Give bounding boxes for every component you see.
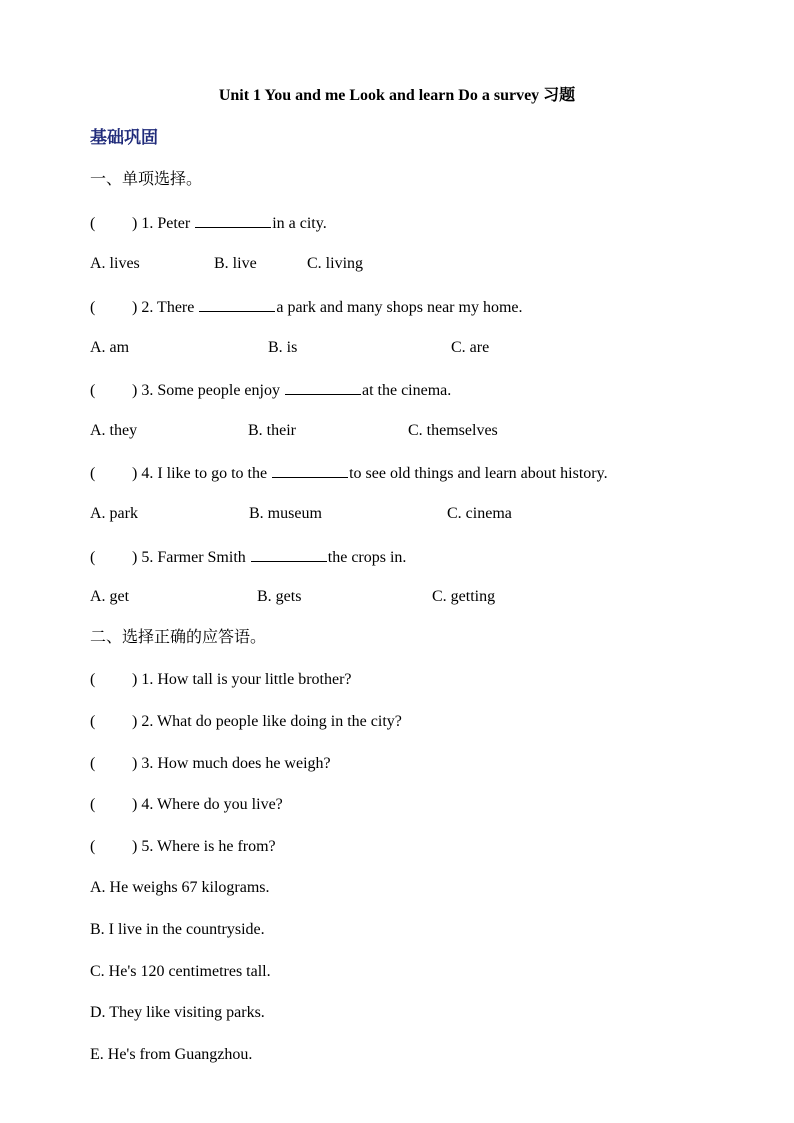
option-b: B. is [268,339,298,356]
answer-option-b: B. I live in the countryside. [90,921,265,938]
option-b: B. live [214,255,257,272]
option-b: B. museum [249,505,322,522]
option-c: C. themselves [408,422,498,439]
question-stem: ) 3. Some people enjoy [132,382,284,399]
answer-paren[interactable]: ( [90,215,96,232]
question-tail: in a city. [272,215,327,232]
question-tail: a park and many shops near my home. [276,299,523,316]
option-b: B. their [248,422,296,439]
part1-question-1 [90,212,327,234]
answer-paren[interactable]: ( [90,549,96,566]
part2-question-5 [90,837,276,857]
answer-option-e: E. He's from Guangzhou. [90,1046,253,1063]
option-c: C. getting [432,588,496,605]
question-text: ) 1. How tall is your little brother? [132,671,352,688]
part1-question-4 [90,462,608,484]
option-c: C. living [307,255,364,272]
part2-question-1 [90,670,352,690]
answer-paren[interactable]: ( [90,713,96,730]
answer-paren[interactable]: ( [90,838,96,855]
option-c: C. cinema [447,505,512,522]
answer-paren[interactable]: ( [90,382,96,399]
part2-question-4 [90,795,283,815]
fill-blank[interactable] [195,212,271,228]
answer-paren[interactable]: ( [90,299,96,316]
answer-option-d: D. They like visiting parks. [90,1004,265,1021]
part2-question-3 [90,754,331,774]
part2-title: 二、选择正确的应答语。 [90,629,267,646]
question-text: ) 4. Where do you live? [132,796,283,813]
question-tail: to see old things and learn about history. [349,465,608,482]
fill-blank[interactable] [285,379,361,395]
question-text: ) 3. How much does he weigh? [132,755,331,772]
question-text: ) 2. What do people like doing in the city? [132,713,402,730]
option-a: A. they [90,422,138,439]
option-a: A. get [90,588,130,605]
answer-paren[interactable]: ( [90,465,96,482]
part1-question-2 [90,296,523,318]
option-a: A. am [90,339,130,356]
part1-question-3 [90,379,451,401]
answer-paren[interactable]: ( [90,671,96,688]
question-stem: ) 1. Peter [132,215,195,232]
option-a: A. park [90,505,138,522]
question-tail: the crops in. [327,549,407,566]
part1-question-5 [90,546,406,568]
answer-paren[interactable]: ( [90,796,96,813]
fill-blank[interactable] [272,462,348,478]
part1-title: 一、单项选择。 [90,171,203,188]
page-title: Unit 1 You and me Look and learn Do a survey 习题 [218,87,576,104]
option-b: B. gets [257,588,302,605]
question-stem: ) 2. There [132,299,199,316]
question-stem: ) 4. I like to go to the [132,465,272,482]
part2-question-2 [90,712,402,732]
fill-blank[interactable] [251,546,327,562]
answer-option-a: A. He weighs 67 kilograms. [90,879,270,896]
answer-paren[interactable]: ( [90,755,96,772]
answer-option-c: C. He's 120 centimetres tall. [90,963,271,980]
question-stem: ) 5. Farmer Smith [132,549,250,566]
option-c: C. are [451,339,490,356]
question-tail: at the cinema. [361,382,452,399]
option-a: A. lives [90,255,140,272]
section-heading: 基础巩固 [90,128,158,147]
fill-blank[interactable] [199,296,275,312]
question-text: ) 5. Where is he from? [132,838,276,855]
